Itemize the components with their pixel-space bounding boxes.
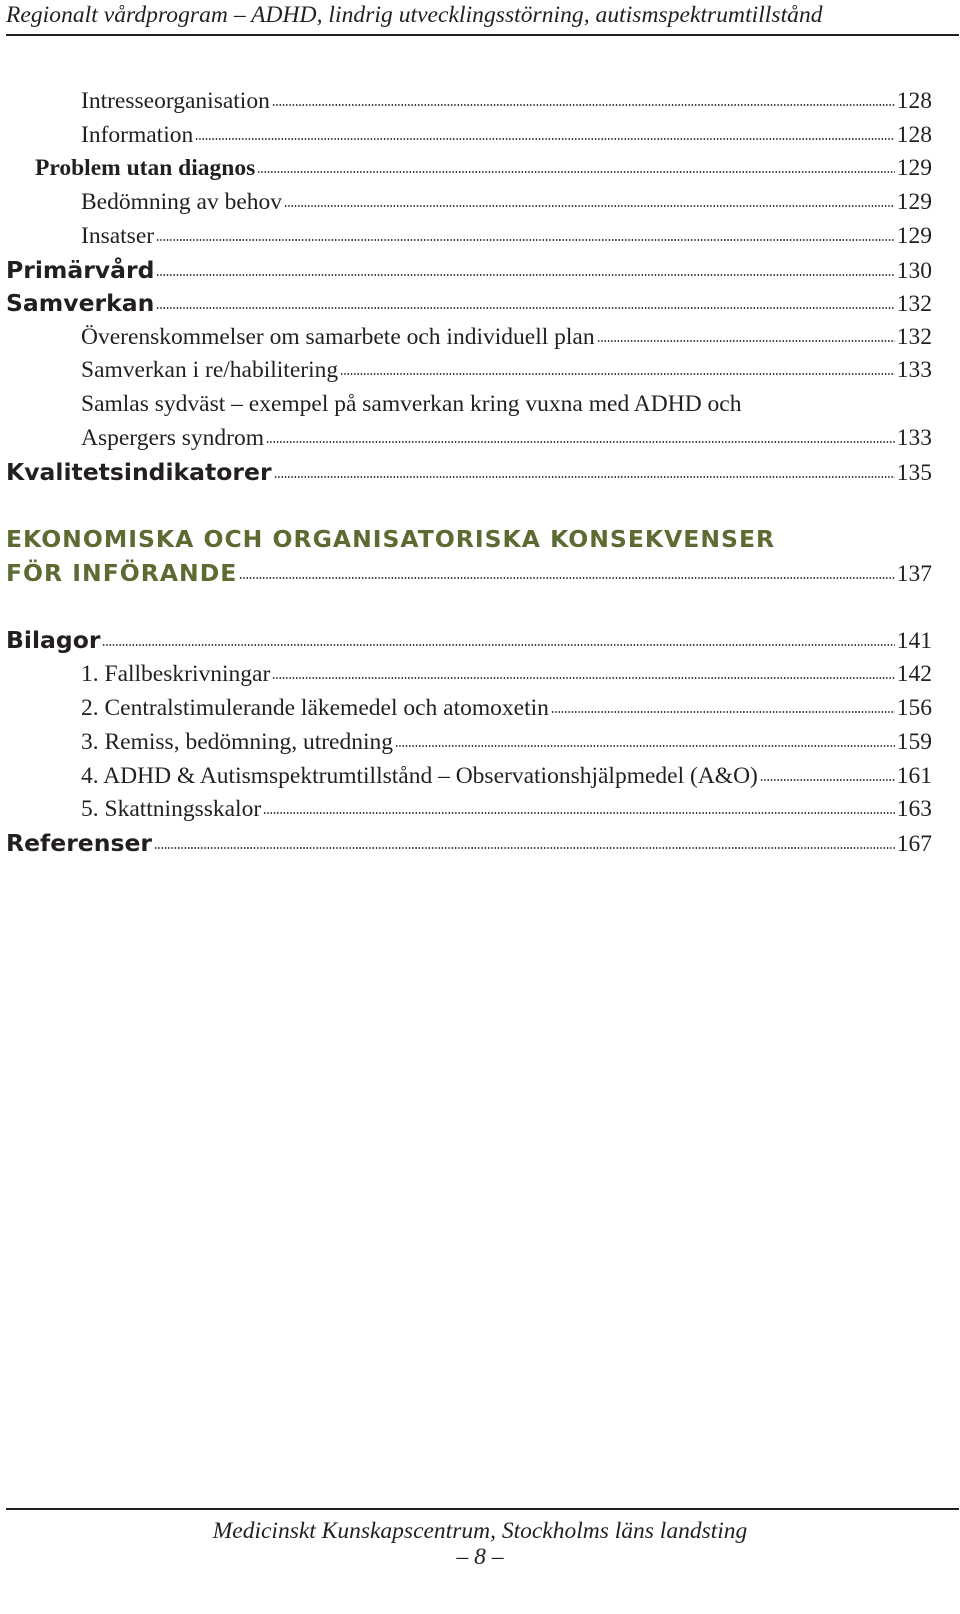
- toc-entry-title: 4. ADHD & Autismspektrumtillstånd – Observationshjälpmedel (A&O): [81, 763, 758, 789]
- toc-entry-page: 128: [896, 122, 932, 148]
- dot-leader: [395, 744, 895, 748]
- dot-leader: [195, 137, 895, 141]
- toc-entry[interactable]: [81, 357, 932, 384]
- toc-entry-title: 3. Remiss, bedömning, utredning: [81, 729, 394, 755]
- toc-entry[interactable]: [81, 88, 932, 115]
- toc-entry-title: 1. Fallbeskrivningar: [81, 661, 271, 687]
- toc-entry-title-line1[interactable]: Samlas sydväst – exempel på samverkan kring vuxna med ADHD och: [81, 391, 742, 417]
- toc-entry-title: 5. Skattningsskalor: [81, 796, 262, 822]
- dot-leader: [156, 273, 894, 277]
- toc-entry[interactable]: [81, 796, 932, 823]
- footer-divider: [6, 1508, 959, 1510]
- toc-entry-page: 129: [896, 155, 932, 181]
- toc-entry-page: 141: [896, 628, 932, 654]
- dot-leader: [340, 372, 895, 376]
- toc-entry[interactable]: [6, 289, 932, 318]
- dot-leader: [274, 475, 895, 479]
- toc-entry-page: 163: [896, 796, 932, 822]
- toc-entry[interactable]: [81, 695, 932, 722]
- header-title: Regionalt vårdprogram – ADHD, lindrig utvecklingsstörning, autismspektrumtillstånd: [6, 2, 823, 28]
- toc-entry-page: 133: [896, 425, 932, 451]
- toc-entry-page: 159: [896, 729, 932, 755]
- toc-entry-title: Referenser: [6, 829, 152, 857]
- dot-leader: [156, 238, 895, 242]
- dot-leader: [551, 710, 895, 714]
- toc-entry-page: 128: [896, 88, 932, 114]
- dot-leader: [263, 811, 895, 815]
- toc-entry-title: FÖR INFÖRANDE: [6, 559, 238, 587]
- toc-entry[interactable]: [35, 155, 932, 182]
- toc-entry-page: 167: [896, 831, 932, 857]
- toc-entry-page: 161: [896, 763, 932, 789]
- chapter-heading-line1[interactable]: EKONOMISKA OCH ORGANISATORISKA KONSEKVENSER: [6, 525, 776, 553]
- toc-entry-page: 132: [896, 291, 932, 317]
- toc-entry-page: 129: [896, 189, 932, 215]
- toc-entry-title: Bilagor: [6, 626, 101, 654]
- toc-entry[interactable]: [81, 189, 932, 216]
- toc-entry[interactable]: [81, 729, 932, 756]
- toc-entry-page: 135: [896, 460, 932, 486]
- toc-entry-title: Kvalitetsindikatorer: [6, 458, 272, 486]
- dot-leader: [597, 339, 895, 343]
- toc-entry-title: Samverkan: [6, 289, 155, 317]
- toc-entry[interactable]: [6, 458, 932, 487]
- page-number: – 8 –: [456, 1544, 504, 1570]
- toc-entry-title: Aspergers syndrom: [81, 425, 264, 451]
- toc-entry-title: Intresseorganisation: [81, 88, 270, 114]
- toc-entry[interactable]: [6, 626, 932, 655]
- toc-entry-title: Information: [81, 122, 194, 148]
- running-header: [6, 0, 959, 36]
- toc-entry-title: Bedömning av behov: [81, 189, 283, 215]
- toc-entry-title: 2. Centralstimulerande läkemedel och atomoxetin: [81, 695, 549, 721]
- dot-leader: [284, 204, 895, 208]
- toc-entry-page: 132: [896, 324, 932, 350]
- dot-leader: [760, 778, 895, 782]
- toc-entry-title: Samverkan i re/habilitering: [81, 357, 339, 383]
- dot-leader: [272, 676, 894, 680]
- footer-publisher: Medicinskt Kunskapscentrum, Stockholms läns landsting: [212, 1518, 748, 1544]
- dot-leader: [154, 846, 895, 850]
- toc-entry[interactable]: [81, 661, 932, 688]
- dot-leader: [239, 576, 894, 580]
- toc-entry[interactable]: [81, 223, 932, 250]
- toc-entry-page: 137: [896, 561, 932, 587]
- dot-leader: [156, 306, 894, 310]
- toc-entry-title: Överenskommelser om samarbete och individuell plan: [81, 324, 595, 350]
- toc-entry-page: 133: [896, 357, 932, 383]
- toc-entry-title: Primärvård: [6, 256, 155, 284]
- toc-entry[interactable]: [81, 763, 932, 790]
- toc-entry-title: Problem utan diagnos: [35, 155, 256, 181]
- toc-entry[interactable]: [6, 829, 932, 858]
- dot-leader: [102, 643, 894, 647]
- toc-entry-page: 130: [896, 258, 932, 284]
- toc-entry[interactable]: [81, 425, 932, 452]
- dot-leader: [266, 440, 895, 444]
- toc-entry-title: Insatser: [81, 223, 155, 249]
- toc-entry-page: 129: [896, 223, 932, 249]
- toc-entry[interactable]: [81, 122, 932, 149]
- toc-entry-page: 142: [896, 661, 932, 687]
- toc-entry[interactable]: [6, 559, 932, 588]
- toc-entry[interactable]: [6, 256, 932, 285]
- toc-entry[interactable]: [81, 324, 932, 351]
- dot-leader: [257, 170, 895, 174]
- dot-leader: [272, 103, 895, 107]
- toc-entry-page: 156: [896, 695, 932, 721]
